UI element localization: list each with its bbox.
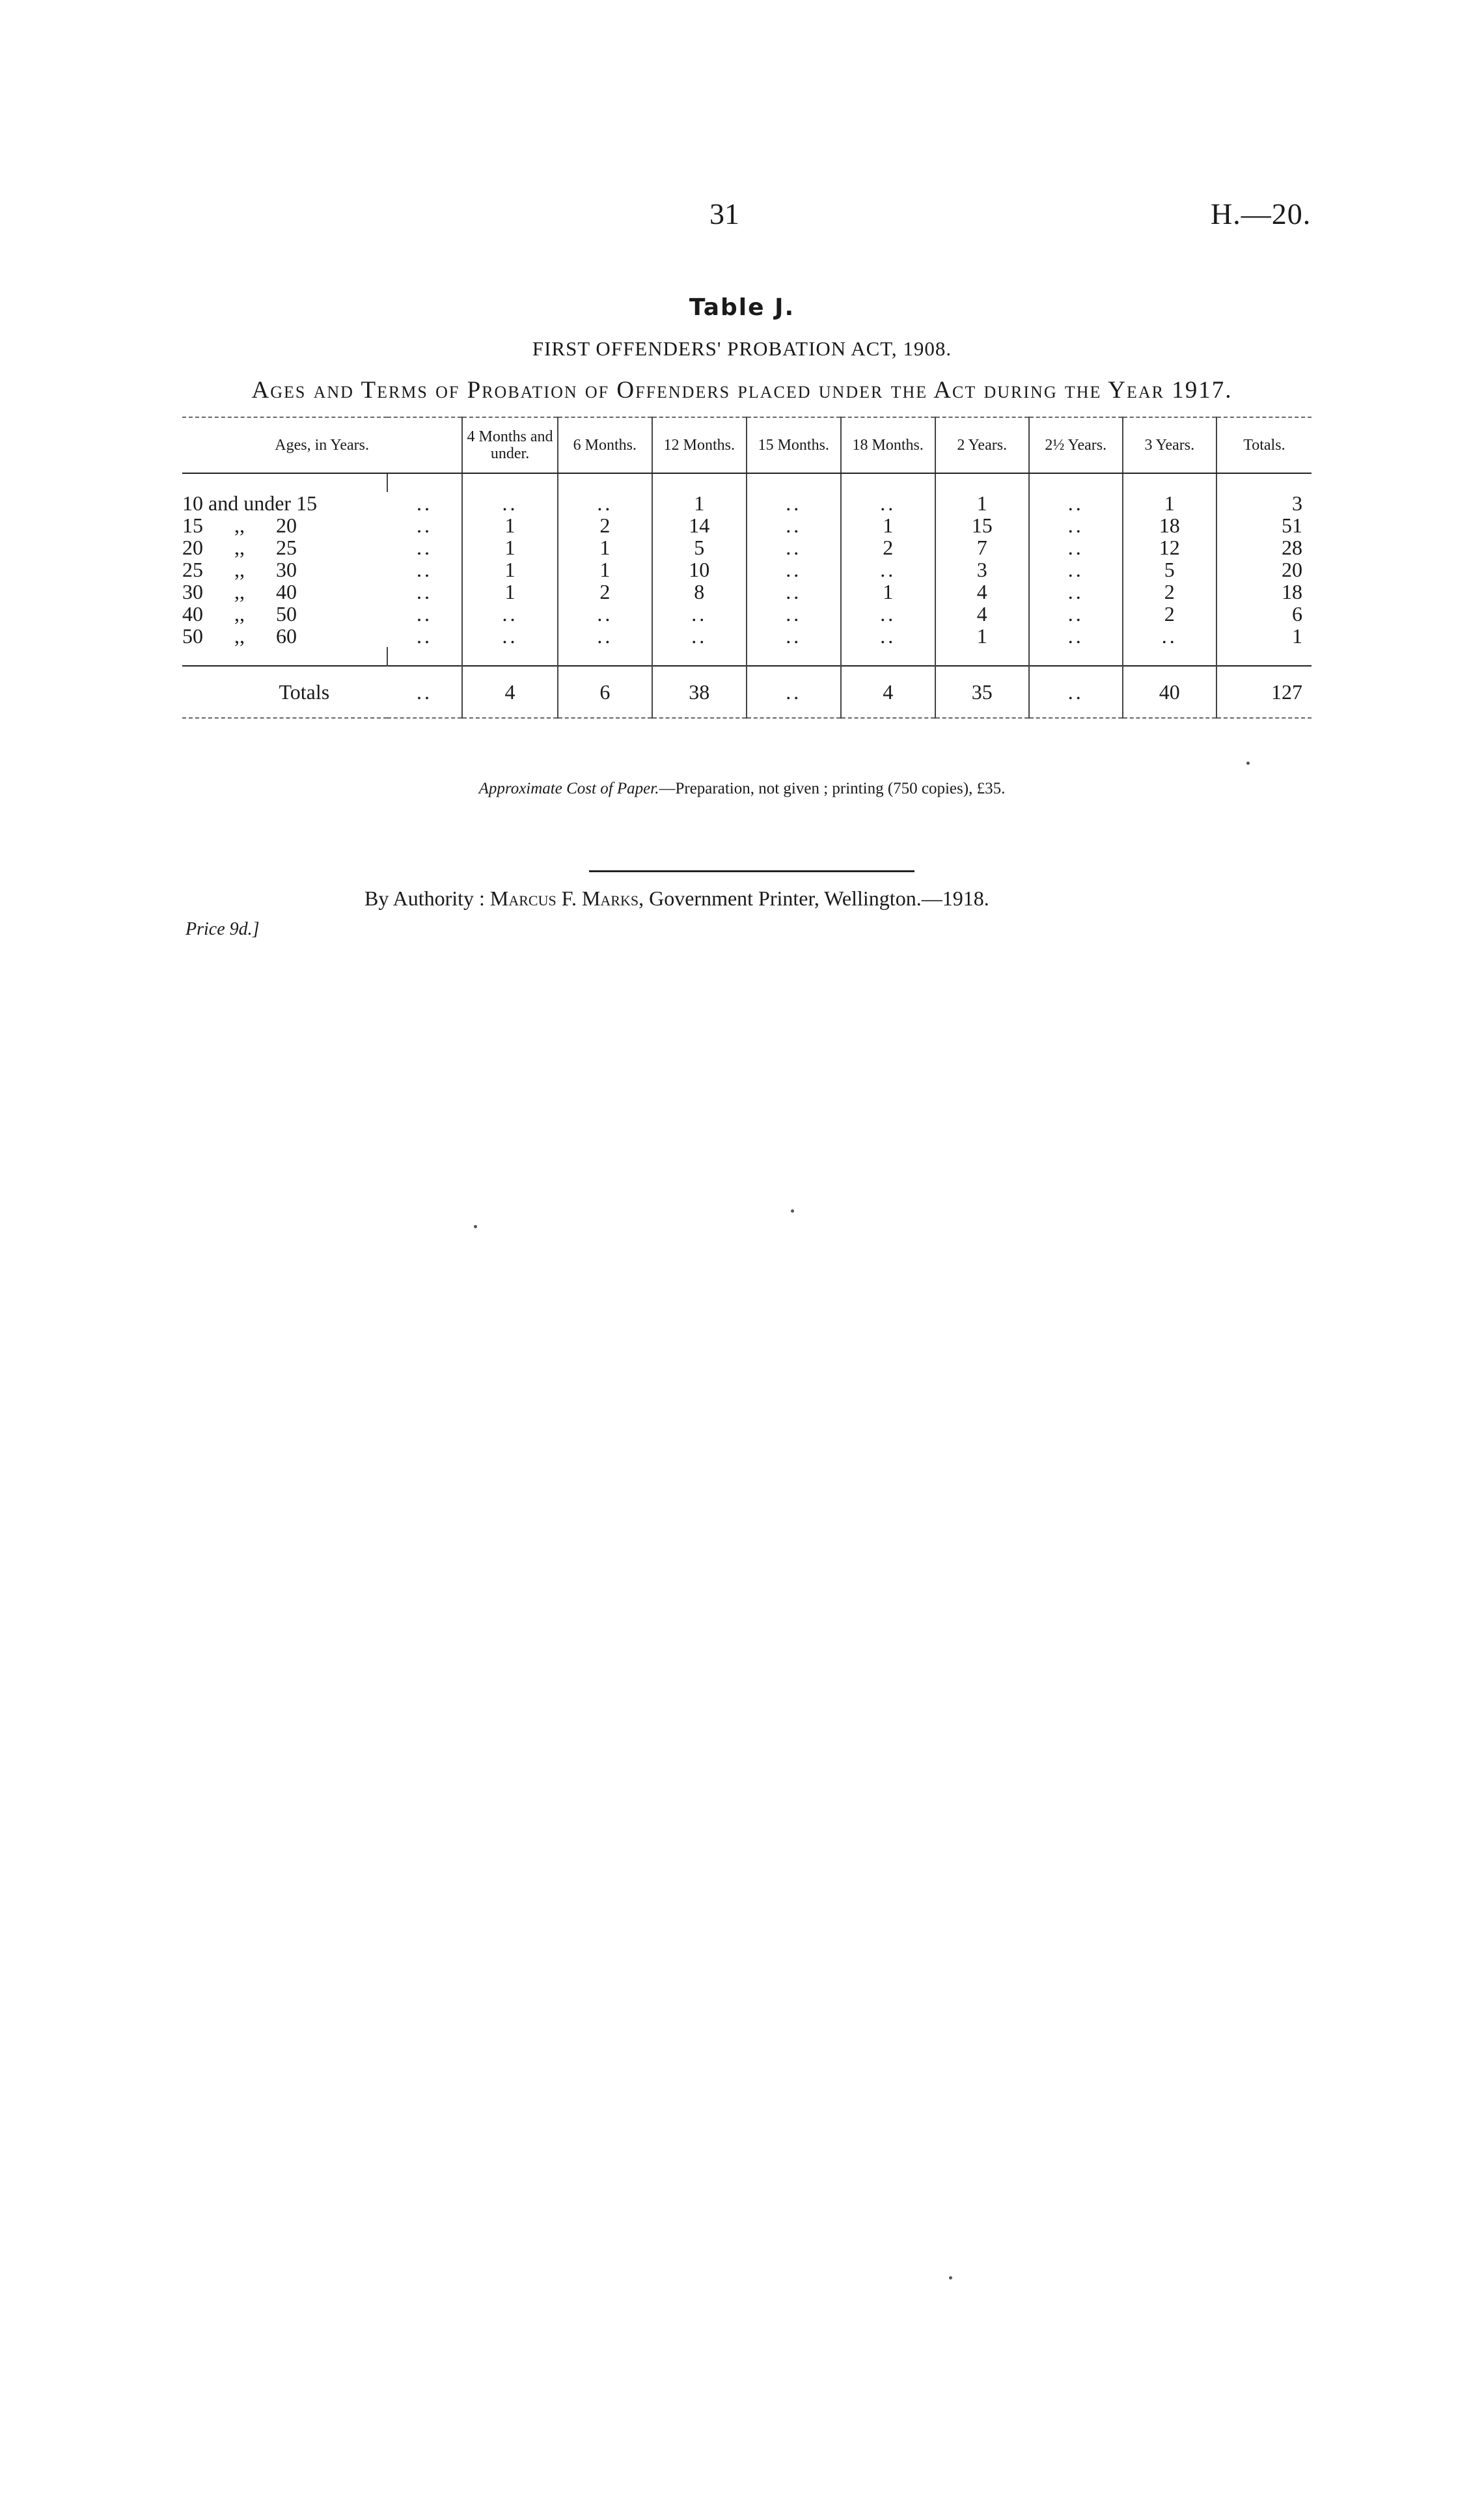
cell-totals: 20 — [1282, 558, 1302, 581]
table-row — [182, 625, 1312, 647]
total-2-years: 35 — [935, 666, 1029, 718]
cell-2-years: 15 — [935, 514, 1029, 536]
cell-6-months: 2 — [558, 581, 652, 603]
cell-6-months: 1 — [558, 558, 652, 581]
table-header-row — [182, 417, 1312, 473]
table-row — [182, 492, 1312, 514]
imprint-prefix: By Authority : — [364, 887, 490, 910]
cell-18-months: 1 — [841, 514, 935, 536]
cell-12-months: 1 — [652, 492, 747, 514]
col-header-12-months: 12 Months. — [652, 417, 747, 473]
age-range-cell: 20 ,, 25 — [182, 536, 297, 559]
cost-note-text: —Preparation, not given ; printing (750 copies), £35. — [659, 780, 1006, 797]
printer-name: Marcus F. Marks — [489, 887, 639, 910]
col-header-ages: Ages, in Years. — [182, 417, 462, 473]
footer-rule — [589, 870, 914, 872]
total-18-months: 4 — [841, 666, 935, 718]
col-header-2-5-years: 2½ Years. — [1029, 417, 1123, 473]
total-6-months: 6 — [558, 666, 652, 718]
cell-2-years: 4 — [935, 603, 1029, 625]
probation-table — [182, 417, 1312, 719]
age-range-cell: 10 and under 15 — [182, 491, 318, 515]
cell-2-5-years: .. — [1029, 625, 1123, 647]
cell-6-months: .. — [558, 492, 652, 514]
cell-3-years: 18 — [1123, 514, 1216, 536]
scan-speck — [791, 1209, 794, 1213]
col-header-2-years: 2 Years. — [935, 417, 1029, 473]
cell-4-months: .. — [462, 603, 558, 625]
imprint-suffix: , Government Printer, Wellington.—1918. — [639, 887, 989, 910]
cell-12-months: 14 — [652, 514, 747, 536]
cell-18-months: 1 — [841, 581, 935, 603]
scan-speck — [474, 1225, 477, 1228]
leader-dots: .. — [387, 492, 463, 514]
cell-2-years: 7 — [935, 536, 1029, 558]
table-label: Table J. — [689, 294, 795, 321]
cell-15-months: .. — [747, 492, 841, 514]
leader-dots: .. — [387, 625, 463, 647]
cell-15-months: .. — [747, 514, 841, 536]
cell-12-months: 5 — [652, 536, 747, 558]
cell-3-years: 5 — [1123, 558, 1216, 581]
page-number: 31 — [709, 197, 739, 230]
col-header-3-years: 3 Years. — [1123, 417, 1216, 473]
cell-18-months: 2 — [841, 536, 935, 558]
table-row — [182, 603, 1312, 625]
table-heading: Ages and Terms of Probation of Offenders placed under the Act during the Year 1917. — [251, 377, 1233, 404]
leader-dots: .. — [387, 558, 463, 581]
spacer-row — [182, 647, 1312, 666]
cell-totals: 51 — [1282, 514, 1302, 537]
cell-4-months: 1 — [462, 558, 558, 581]
cell-3-years: .. — [1123, 625, 1216, 647]
cell-12-months: .. — [652, 603, 747, 625]
cell-totals: 28 — [1282, 536, 1302, 559]
cell-4-months: 1 — [462, 581, 558, 603]
cell-6-months: 2 — [558, 514, 652, 536]
cell-18-months: .. — [841, 492, 935, 514]
cell-12-months: .. — [652, 625, 747, 647]
cell-4-months: .. — [462, 492, 558, 514]
cell-2-5-years: .. — [1029, 603, 1123, 625]
leader-dots: .. — [387, 536, 463, 558]
cell-3-years: 2 — [1123, 581, 1216, 603]
cell-2-5-years: .. — [1029, 558, 1123, 581]
total-2-5-years: .. — [1029, 666, 1123, 718]
cell-totals: 18 — [1282, 580, 1302, 603]
leader-dots: .. — [387, 666, 463, 718]
cell-18-months: .. — [841, 603, 935, 625]
leader-dots: .. — [387, 581, 463, 603]
cell-2-5-years: .. — [1029, 514, 1123, 536]
leader-dots: .. — [387, 514, 463, 536]
col-header-15-months: 15 Months. — [747, 417, 841, 473]
cell-3-years: 1 — [1123, 492, 1216, 514]
cell-6-months: .. — [558, 603, 652, 625]
spacer-row — [182, 473, 1312, 492]
total-4-months: 4 — [462, 666, 558, 718]
cell-15-months: .. — [747, 581, 841, 603]
cell-totals: 3 — [1292, 491, 1302, 515]
cell-2-years: 3 — [935, 558, 1029, 581]
cell-18-months: .. — [841, 625, 935, 647]
document-code: H.—20. — [1211, 197, 1312, 230]
age-range-cell: 30 ,, 40 — [182, 580, 297, 603]
totals-row — [182, 666, 1312, 718]
act-title: FIRST OFFENDERS' PROBATION ACT, 1908. — [532, 337, 952, 360]
cell-4-months: 1 — [462, 536, 558, 558]
cell-3-years: 2 — [1123, 603, 1216, 625]
col-header-6-months: 6 Months. — [558, 417, 652, 473]
table-row — [182, 581, 1312, 603]
leader-dots: .. — [387, 603, 463, 625]
cell-4-months: 1 — [462, 514, 558, 536]
age-range-cell: 40 ,, 50 — [182, 602, 297, 626]
table-row — [182, 558, 1312, 581]
cell-4-months: .. — [462, 625, 558, 647]
total-12-months: 38 — [652, 666, 747, 718]
cost-note — [0, 780, 1484, 798]
age-range-cell: 15 ,, 20 — [182, 514, 297, 537]
total-15-months: .. — [747, 666, 841, 718]
cell-totals: 6 — [1292, 602, 1302, 626]
printer-imprint — [364, 887, 989, 911]
cell-2-years: 1 — [935, 492, 1029, 514]
col-header-18-months: 18 Months. — [841, 417, 935, 473]
cell-15-months: .. — [747, 603, 841, 625]
col-header-4-months: 4 Months and under. — [462, 417, 558, 473]
price-note: Price 9d.] — [186, 919, 260, 939]
total-totals: 127 — [1216, 666, 1312, 718]
cell-totals: 1 — [1292, 624, 1302, 648]
cell-15-months: .. — [747, 558, 841, 581]
cell-2-5-years: .. — [1029, 536, 1123, 558]
total-3-years: 40 — [1123, 666, 1216, 718]
scan-speck — [1246, 762, 1250, 765]
cell-2-years: 1 — [935, 625, 1029, 647]
table-row — [182, 536, 1312, 558]
cell-6-months: .. — [558, 625, 652, 647]
age-range-cell: 50 ,, 60 — [182, 624, 297, 648]
cell-2-5-years: .. — [1029, 492, 1123, 514]
totals-label: Totals — [182, 666, 387, 718]
cell-18-months: .. — [841, 558, 935, 581]
cell-2-5-years: .. — [1029, 581, 1123, 603]
table-row — [182, 514, 1312, 536]
scan-speck — [949, 2276, 952, 2279]
age-range-cell: 25 ,, 30 — [182, 558, 297, 581]
col-header-totals: Totals. — [1216, 417, 1312, 473]
cell-12-months: 8 — [652, 581, 747, 603]
cost-note-lead-in: Approximate Cost of Paper. — [478, 780, 659, 797]
cell-12-months: 10 — [652, 558, 747, 581]
cell-6-months: 1 — [558, 536, 652, 558]
cell-2-years: 4 — [935, 581, 1029, 603]
cell-15-months: .. — [747, 625, 841, 647]
cell-15-months: .. — [747, 536, 841, 558]
cell-3-years: 12 — [1123, 536, 1216, 558]
